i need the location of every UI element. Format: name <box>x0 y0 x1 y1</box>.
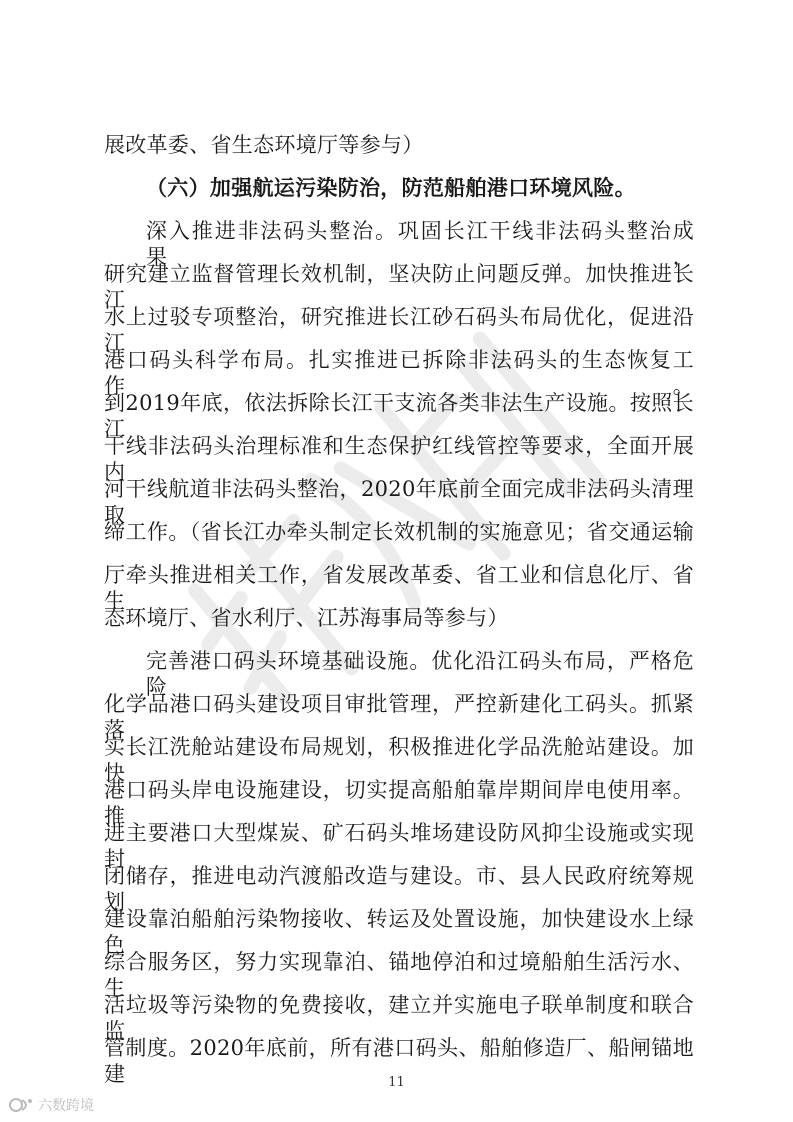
paragraph-line: 缔工作。（省长江办牵头制定长效机制的实施意见；省交通运输 <box>104 520 694 544</box>
paragraph-line: 研究建立监督管理长效机制，坚决防止问题反弹。加快推进长江 <box>104 262 694 312</box>
paragraph-line: 水上过驳专项整治，研究推进长江砂石码头布局优化，促进沿江 <box>104 305 694 355</box>
paragraph-line: 闭储存，推进电动汽渡船改造与建设。市、县人民政府统筹规划 <box>104 864 694 914</box>
paragraph-line: 建设靠泊船舶污染物接收、转运及处置设施，加快建设水上绿色 <box>104 907 694 957</box>
paragraph-line: 态环境厅、省水利厅、江苏海事局等参与） <box>104 606 509 630</box>
paragraph-line: 进主要港口大型煤炭、矿石码头堆场建设防风抑尘设施或实现封 <box>104 821 694 871</box>
paragraph-line: 完善港口码头环境基础设施。优化沿江码头布局，严格危险 <box>146 649 694 699</box>
source-watermark-text: 六数跨境 <box>38 1098 94 1114</box>
paragraph-line: 港口码头科学布局。扎实推进已拆除非法码头的生态恢复工作。 <box>104 348 694 398</box>
paragraph-line: 河干线航道非法码头整治，2020年底前全面完成非法码头清理取 <box>104 477 694 527</box>
section-heading: （六）加强航运污染防治，防范船舶港口环境风险。 <box>146 175 636 200</box>
paragraph-line: 综合服务区，努力实现靠泊、锚地停泊和过境船舶生活污水、生 <box>104 950 694 1000</box>
paragraph-line: 深入推进非法码头整治。巩固长江干线非法码头整治成果， <box>146 219 694 269</box>
paragraph-line: 到2019年底，依法拆除长江干支流各类非法生产设施。按照长江 <box>104 391 694 441</box>
logo-icon <box>8 1096 34 1114</box>
paragraph-line: 管制度。2020年底前，所有港口码头、船舶修造厂、船闸锚地建 <box>104 1036 694 1086</box>
source-watermark <box>8 1095 94 1115</box>
paragraph-line: 厅牵头推进相关工作，省发展改革委、省工业和信息化厅、省生 <box>104 563 694 613</box>
paragraph-line: 化学品港口码头建设项目审批管理，严控新建化工码头。抓紧落 <box>104 692 694 742</box>
page-number: 11 <box>388 1075 405 1090</box>
paragraph-line: 干线非法码头治理标准和生态保护红线管控等要求，全面开展内 <box>104 434 694 484</box>
paragraph-line: 活垃圾等污染物的免费接收，建立并实施电子联单制度和联合监 <box>104 993 694 1043</box>
text-line: 展改革委、省生态环境厅等参与） <box>104 133 424 157</box>
paragraph-line: 实长江洗舱站建设布局规划，积极推进化学品洗舱站建设。加快 <box>104 735 694 785</box>
paragraph-line: 港口码头岸电设施建设，切实提高船舶靠岸期间岸电使用率。推 <box>104 778 694 828</box>
